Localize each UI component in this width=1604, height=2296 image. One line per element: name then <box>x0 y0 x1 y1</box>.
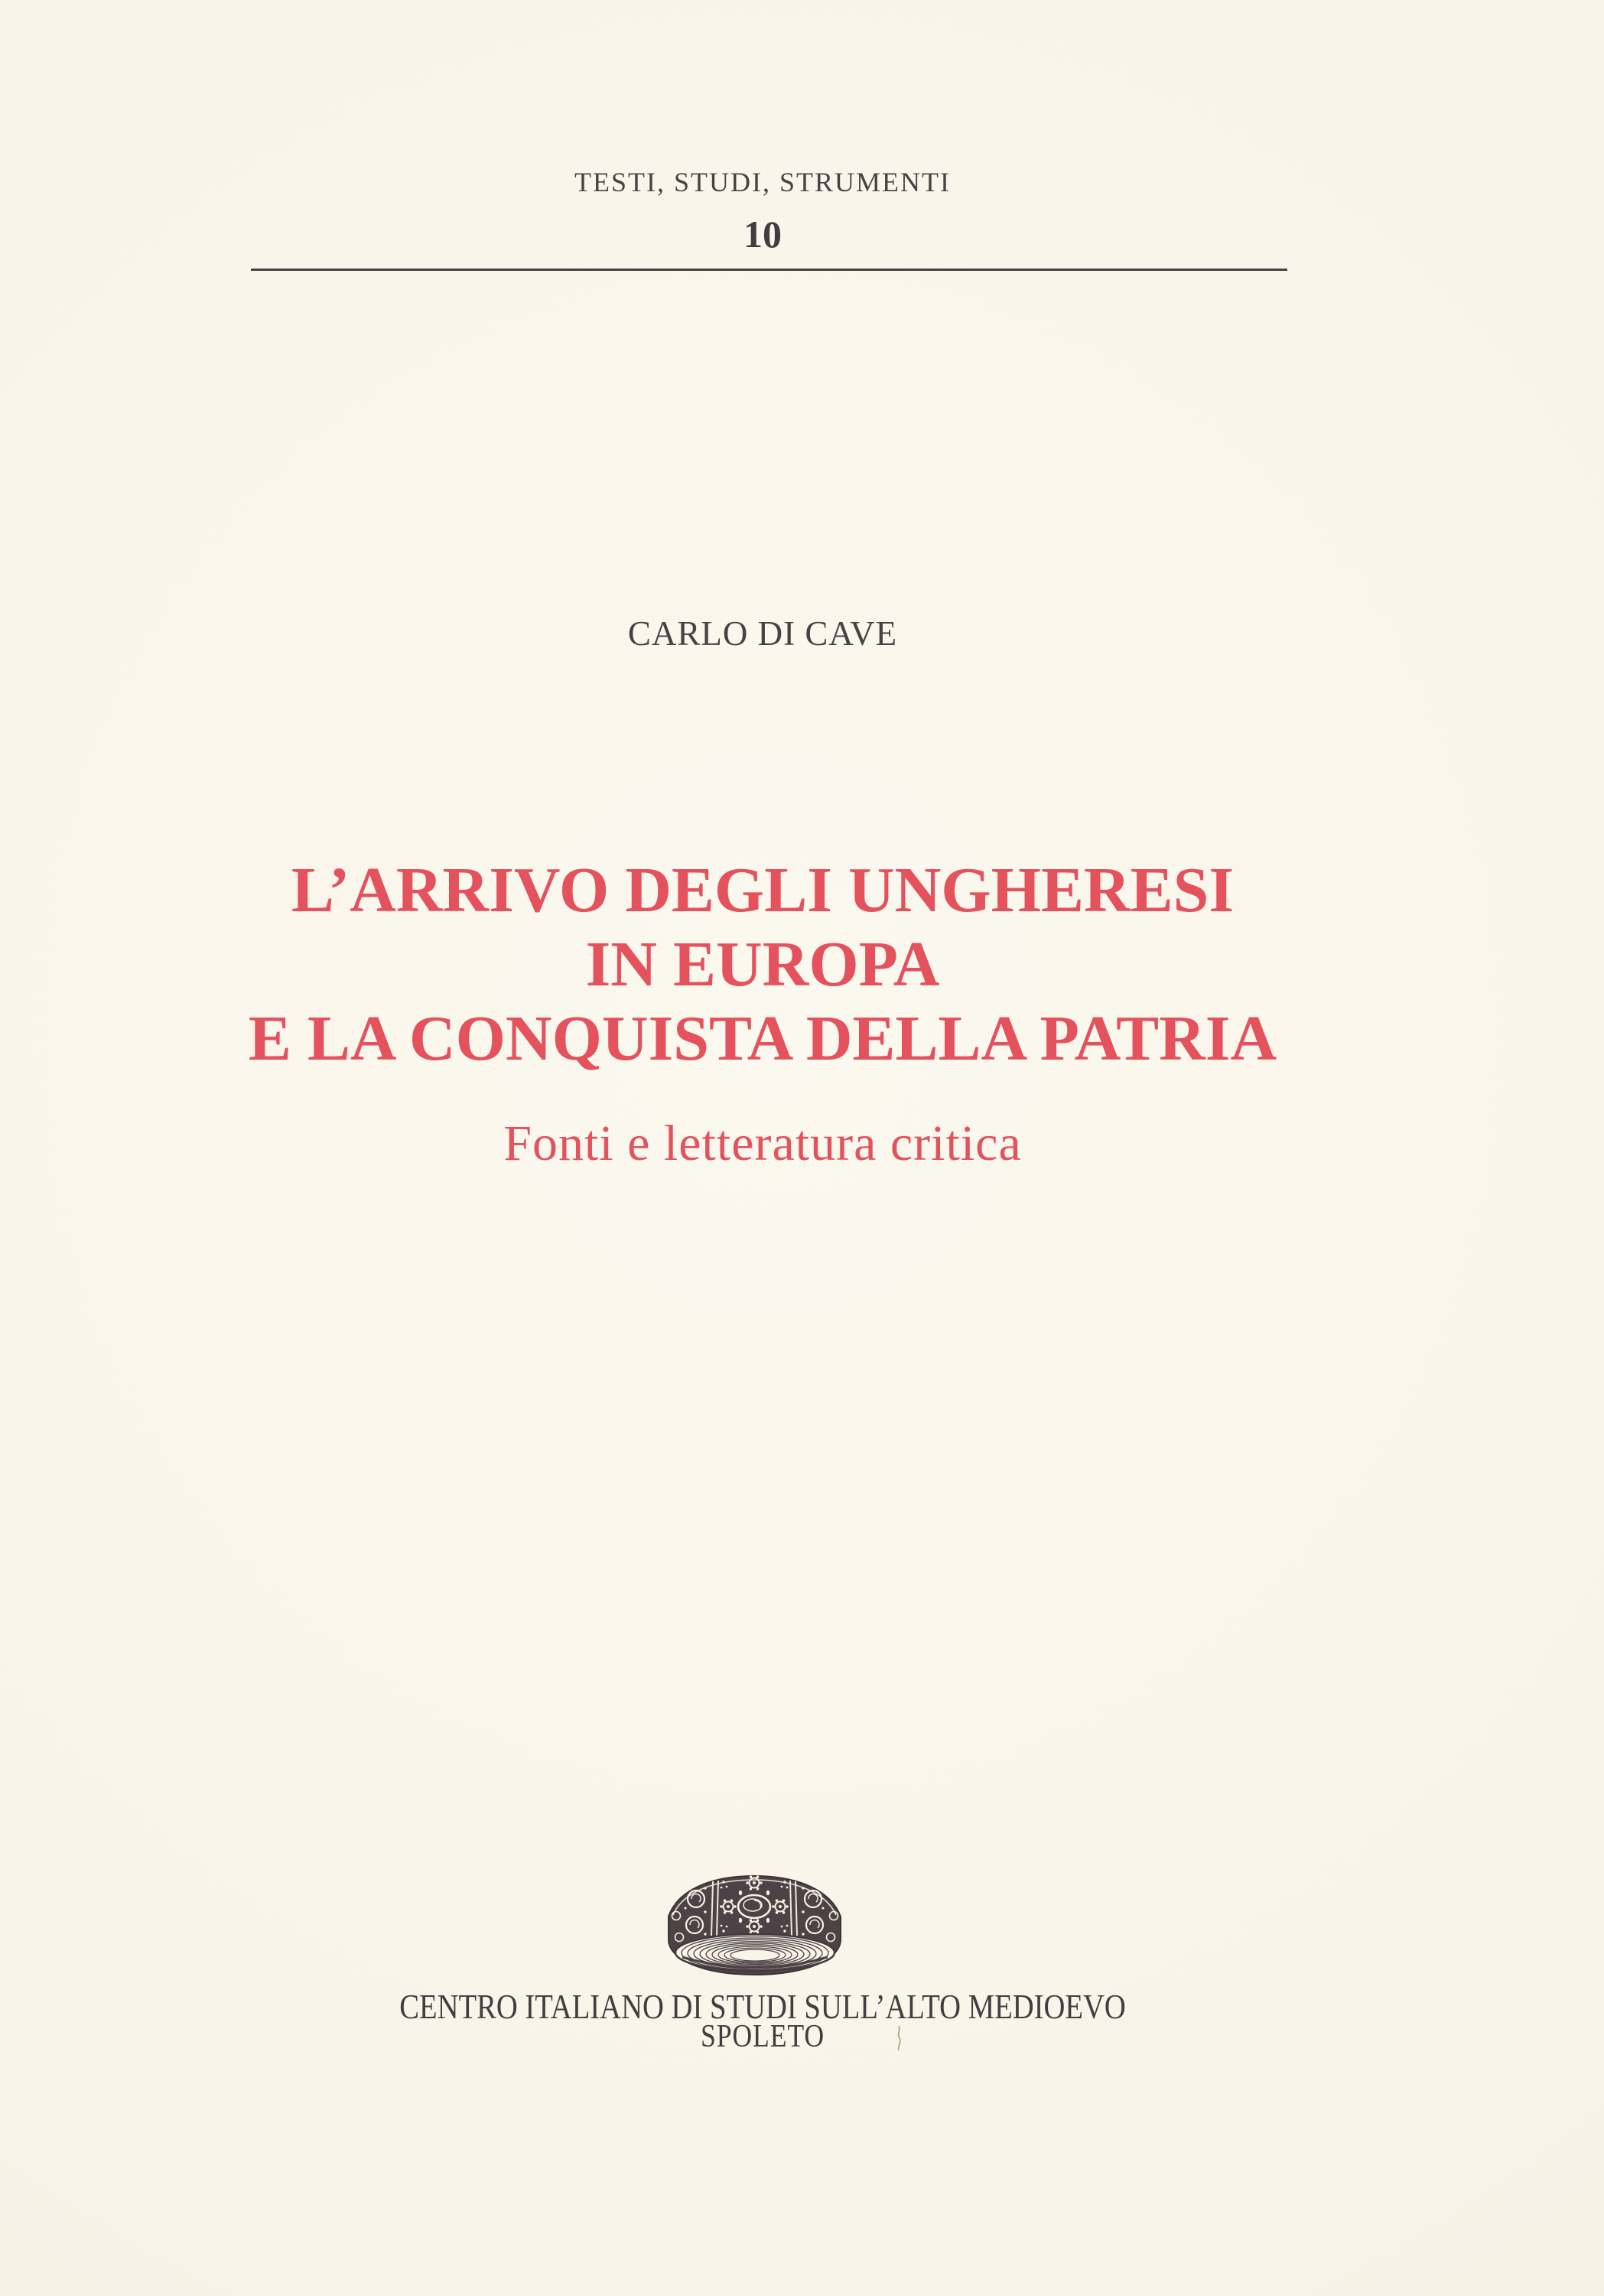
book-subtitle: Fonti e letteratura critica <box>503 1115 1022 1171</box>
cisam-ring-logo-icon <box>665 1870 844 1977</box>
publisher-name: CENTRO ITALIANO DI STUDI SULL’ALTO MEDIOEVO <box>399 1987 1126 2026</box>
paper-flaw-mark <box>895 2024 903 2056</box>
author-name: CARLO DI CAVE <box>627 614 898 653</box>
book-title-line: L’ARRIVO DEGLI UNGHERESI <box>291 855 1235 926</box>
book-title <box>0 853 1525 1076</box>
series-title: TESTI, STUDI, STRUMENTI <box>574 167 951 197</box>
book-title-line: IN EUROPA <box>585 929 940 1000</box>
divider-rule <box>251 269 1287 271</box>
book-title-line: E LA CONQUISTA DELLA PATRIA <box>248 1003 1277 1074</box>
series-number: 10 <box>743 213 782 256</box>
publisher-city: SPOLETO <box>700 2019 825 2054</box>
